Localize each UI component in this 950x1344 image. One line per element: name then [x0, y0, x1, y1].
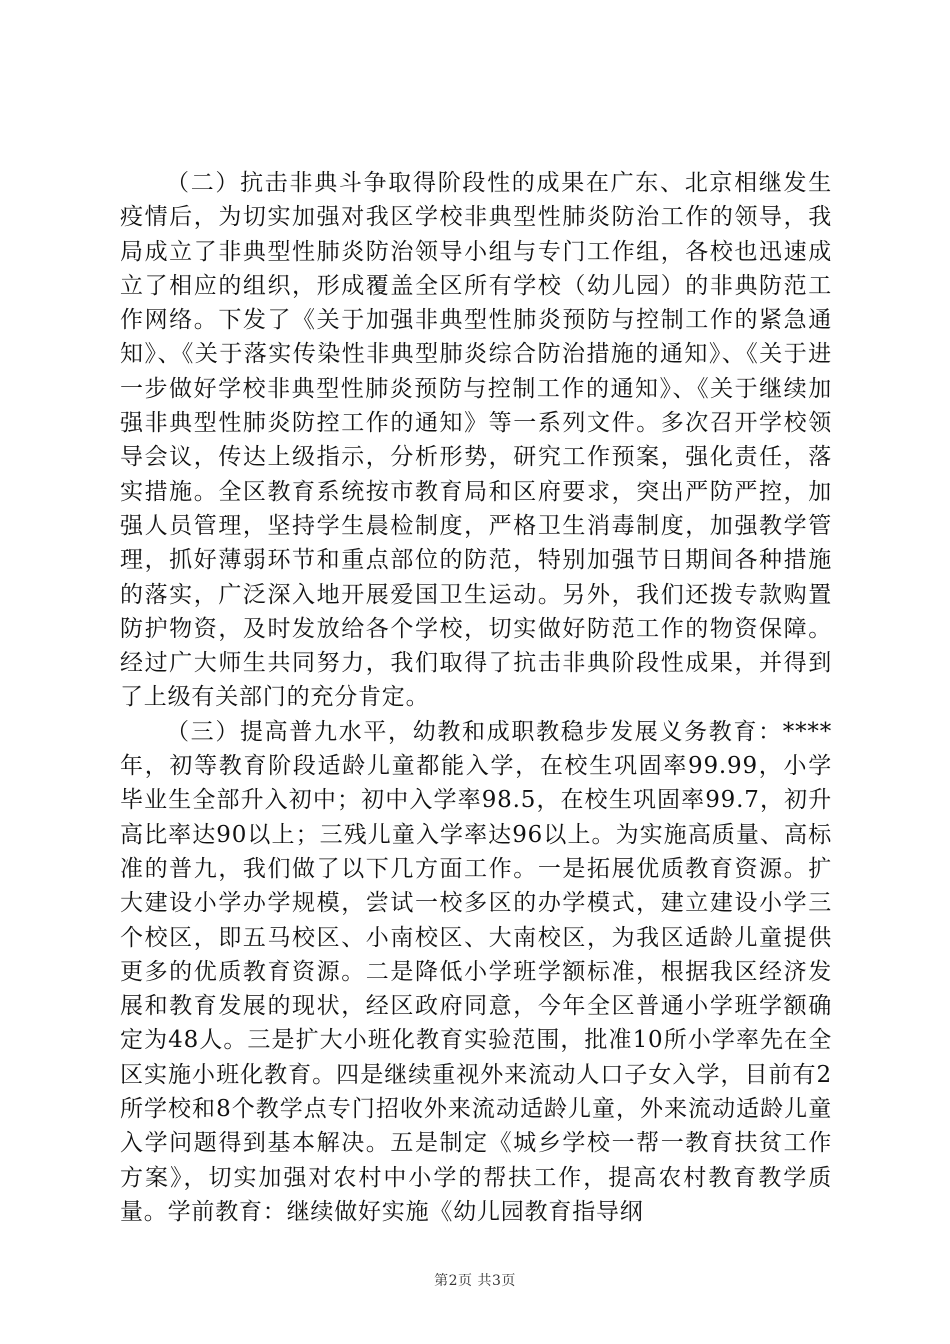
paragraph-compulsory-education: （三）提高普九水平，幼教和成职教稳步发展义务教育：****年，初等教育阶段适龄儿童都能入学，在校生巩固率99.99，小学毕业生全部升入初中；初中入学率98.5，在校生巩固率99.7，初升高比率达90以上；三残儿童入学率达96以上。为实施高质量、高标准的普九，我们做了以下几方面工作。一是拓展优质教育资源。扩大建设小学办学规模，尝试一校多区的办学模式，建立建设小学三个校区，即五马校区、小南校区、大南校区，为我区适龄儿童提供更多的优质教育资源。二是降低小学班学额标准，根据我区经济发展和教育发展的现状，经区政府同意，今年全区普通小学班学额确定为48人。三是扩大小班化教育实验范围，批准10所小学率先在全区实施小班化教育。四是继续重视外来流动人口子女入学，目前有2所学校和8个教学点专门招收外来流动适龄儿童，外来流动适龄儿童入学问题得到基本解决。五是制定《城乡学校一帮一教育扶贫工作方案》，切实加强对农村中小学的帮扶工作，提高农村教育教学质量。学前教育：继续做好实施《幼儿园教育指导纲 — [120, 718, 832, 1225]
document-body — [120, 166, 832, 1229]
page-number-footer: 第2页 共3页 — [434, 1273, 516, 1289]
paragraph-anti-sars: （二）抗击非典斗争取得阶段性的成果在广东、北京相继发生疫情后，为切实加强对我区学校非典型性肺炎防治工作的领导，我局成立了非典型性肺炎防治领导小组与专门工作组，各校也迅速成立了相应的组织，形成覆盖全区所有学校（幼儿园）的非典防范工作网络。下发了《关于加强非典型性肺炎预防与控制工作的紧急通知》、《关于落实传染性非典型肺炎综合防治措施的通知》、《关于进一步做好学校非典型性肺炎预防与控制工作的通知》、《关于继续加强非典型性肺炎防控工作的通知》等一系列文件。多次召开学校领导会议，传达上级指示，分析形势，研究工作预案，强化责任，落实措施。全区教育系统按市教育局和区府要求，突出严防严控，加强人员管理，坚持学生晨检制度，严格卫生消毒制度，加强教学管理，抓好薄弱环节和重点部位的防范，特别加强节日期间各种措施的落实，广泛深入地开展爱国卫生运动。另外，我们还拨专款购置防护物资，及时发放给各个学校，切实做好防范工作的物资保障。经过广大师生共同努力，我们取得了抗击非典阶段性成果，并得到了上级有关部门的充分肯定。 — [120, 170, 832, 711]
